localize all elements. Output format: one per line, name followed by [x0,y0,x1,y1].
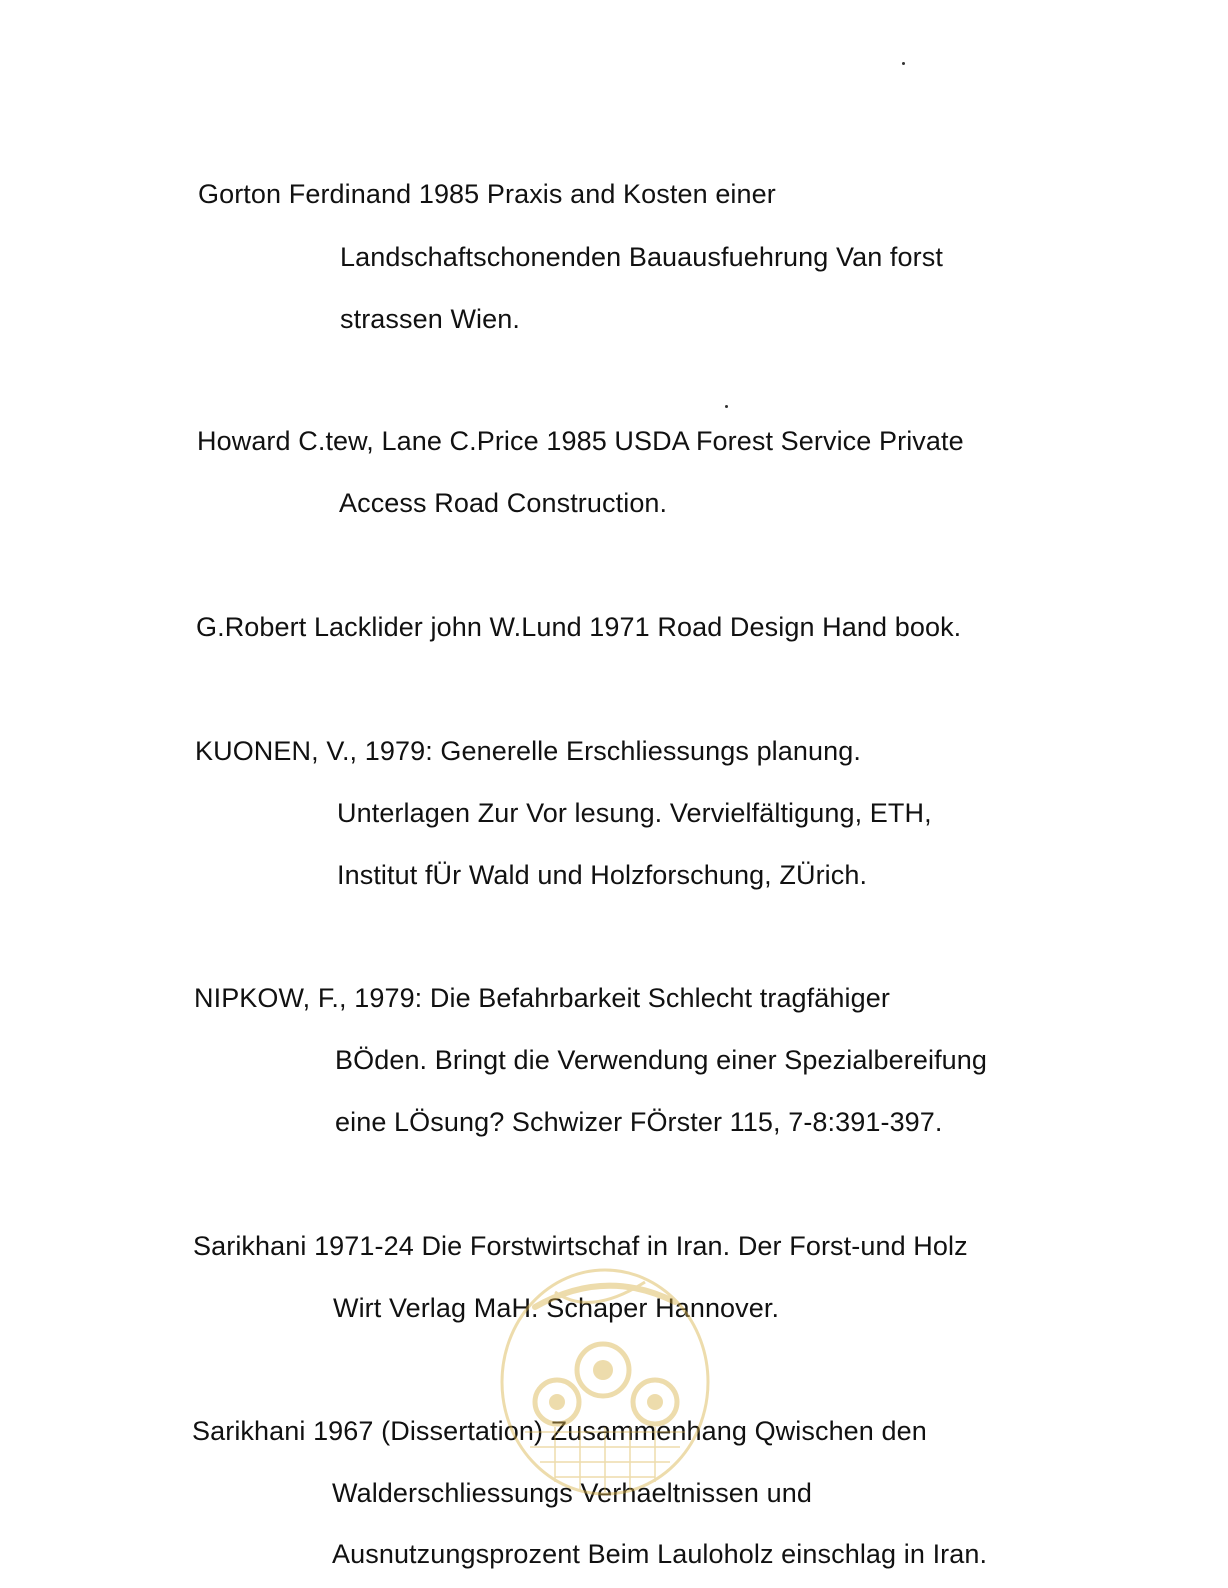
reference-line: G.Robert Lacklider john W.Lund 1971 Road Design Hand book. [196,612,962,642]
reference-line: Landschaftschonenden Bauausfuehrung Van forst [340,242,943,272]
reference-line: KUONEN, V., 1979: Generelle Erschliessungs planung. [195,736,861,766]
reference-line: Wirt Verlag MaH. Schaper Hannover. [333,1293,780,1323]
reference-line: Unterlagen Zur Vor lesung. Vervielfältigung, ETH, [337,798,932,828]
reference-line: Gorton Ferdinand 1985 Praxis and Kosten einer [198,179,776,209]
reference-line: Howard C.tew, Lane C.Price 1985 USDA Forest Service Private [197,426,964,456]
reference-line: NIPKOW, F., 1979: Die Befahrbarkeit Schlecht tragfähiger [194,983,890,1013]
reference-line: Ausnutzungsprozent Beim Lauloholz einschlag in Iran. [332,1539,988,1569]
reference-line: Access Road Construction. [339,488,668,518]
reference-line: Walderschliessungs Verhaeltnissen und [332,1478,812,1508]
scan-speck [725,405,728,408]
reference-line: eine LÖsung? Schwizer FÖrster 115, 7-8:391-397. [335,1107,943,1137]
scan-speck [902,62,905,65]
reference-line: Institut fÜr Wald und Holzforschung, ZÜrich. [337,860,868,890]
reference-line: strassen Wien. [340,304,520,334]
reference-line: BÖden. Bringt die Verwendung einer Spezialbereifung [335,1045,988,1075]
reference-line: Sarikhani 1971-24 Die Forstwirtschaf in Iran. Der Forst-und Holz [193,1231,968,1261]
reference-line: Sarikhani 1967 (Dissertation) Zusammenhang Qwischen den [192,1416,927,1446]
